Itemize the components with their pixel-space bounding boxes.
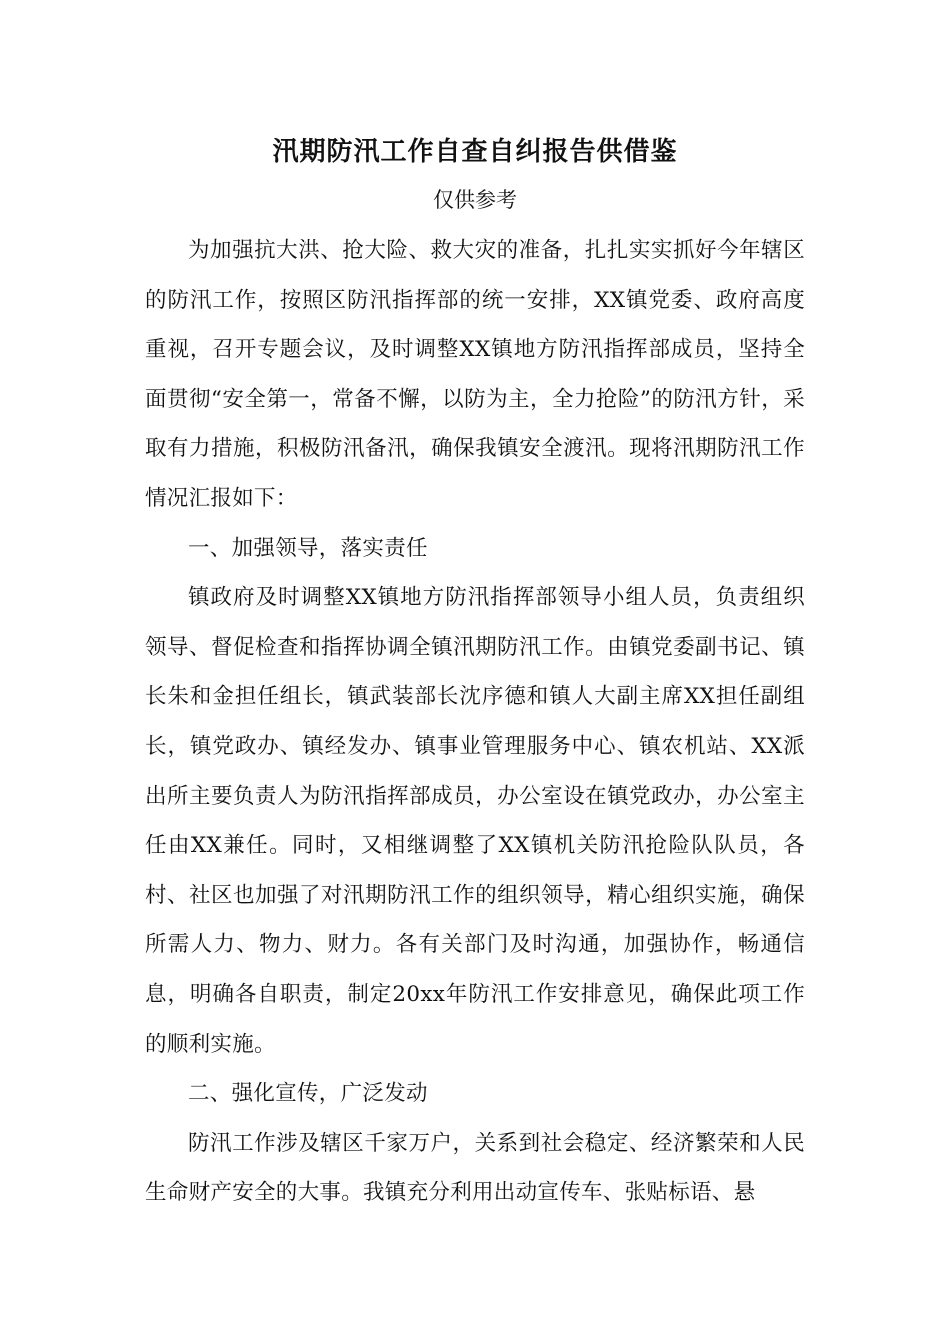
document-title: 汛期防汛工作自查自纠报告供借鉴 [272, 137, 678, 167]
section-heading-1: 一、加强领导，落实责任 [188, 535, 428, 561]
document-subtitle: 仅供参考 [433, 188, 517, 212]
section-1-paragraph: 镇政府及时调整XX镇地方防汛指挥部领导小组人员，负责组织领导、督促检查和指挥协调全镇汛期防汛工作。由镇党委副书记、镇长朱和金担任组长，镇武装部长沈序德和镇人大副主席XX担任副组长，镇党政办、镇经发办、镇事业管理服务中心、镇农机站、XX派出所主要负责人为防汛指挥部成员，办公室设在镇党政办，办公室主任由XX兼任。同时，又相继调整了XX镇机关防汛抢险队队员，各村、社区也加强了对汛期防汛工作的组织领导，精心组织实施，确保所需人力、物力、财力。各有关部门及时沟通，加强协作，畅通信息，明确各自职责，制定20xx年防汛工作安排意见，确保此项工作的顺利实施。 [145, 585, 805, 1057]
section-2-paragraph: 防汛工作涉及辖区千家万户，关系到社会稳定、经济繁荣和人民生命财产安全的大事。我镇充分利用出动宣传车、张贴标语、悬 [145, 1130, 805, 1206]
intro-paragraph: 为加强抗大洪、抢大险、救大灾的准备，扎扎实实抓好今年辖区的防汛工作，按照区防汛指挥部的统一安排，XX镇党委、政府高度重视，召开专题会议，及时调整XX镇地方防汛指挥部成员，坚持全面贯彻“安全第一，常备不懈，以防为主，全力抢险”的防汛方针，采取有力措施，积极防汛备汛，确保我镇安全渡汛。现将汛期防汛工作情况汇报如下： [145, 238, 805, 511]
document-body [145, 226, 805, 1218]
section-heading-2: 二、强化宣传，广泛发动 [188, 1081, 428, 1107]
